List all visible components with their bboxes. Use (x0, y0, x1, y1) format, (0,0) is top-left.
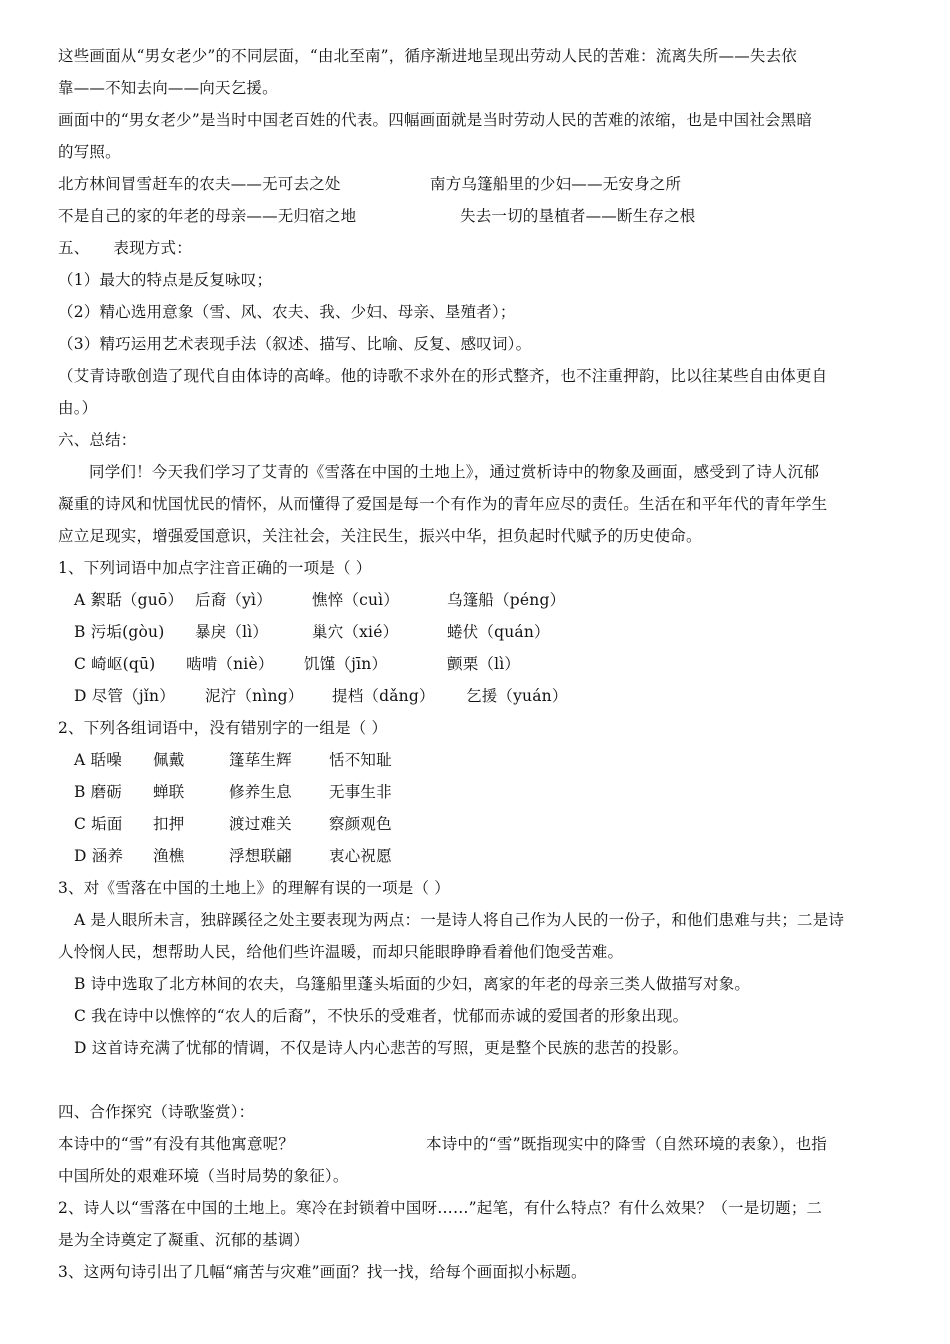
q2-option-a-3: 篷荜生辉 (229, 751, 292, 769)
question-2-stem: 2、下列各组词语中，没有错别字的一组是（ ） (58, 719, 388, 737)
q2-option-c-3: 渡过难关 (229, 815, 292, 833)
section-5-point-3: （3）精巧运用艺术表现手法（叙述、描写、比喻、反复、感叹词）。 (58, 335, 532, 353)
q2-option-c-2: 扣押 (153, 815, 185, 833)
q2-option-b-1: B 磨砺 (74, 783, 123, 801)
section-4-answer-1-line-1: 本诗中的“雪”既指现实中的降雪（自然环境的表象），也指 (426, 1135, 827, 1153)
q2-option-b-3: 修养生息 (229, 783, 292, 801)
question-3-stem: 3、对《雪落在中国的土地上》的理解有误的一项是（ ） (58, 879, 450, 897)
q1-option-d-1: D 尽管（jǐn） (74, 687, 175, 705)
question-1-stem: 1、下列词语中加点字注音正确的一项是（ ） (58, 559, 372, 577)
summary-line-1: 同学们！今天我们学习了艾青的《雪落在中国的土地上》，通过赏析诗中的物象及画面，感受到了诗人沉郁 (89, 463, 820, 481)
q2-option-a-2: 佩戴 (153, 751, 185, 769)
section-5-number: 五、 (58, 239, 90, 257)
section-6-heading: 六、总结： (58, 431, 137, 449)
q1-option-c-1: C 崎岖(qū) (74, 655, 156, 673)
section-4-question-2-line-1: 2、诗人以“雪落在中国的土地上。寒冷在封锁着中国呀……”起笔，有什么特点？有什么效果？（一是切题；二 (58, 1199, 823, 1217)
image-title-woman: 南方乌篷船里的少妇——无安身之所 (430, 175, 682, 193)
section-5-note-1: （艾青诗歌创造了现代自由体诗的高峰。他的诗歌不求外在的形式整齐，也不注重押韵，比以往某些自由体更自 (58, 367, 828, 385)
section-5-point-1: （1）最大的特点是反复咏叹； (58, 271, 273, 289)
summary-line-2: 凝重的诗风和忧国忧民的情怀，从而懂得了爱国是每一个有作为的青年应尽的责任。生活在和平年代的青年学生 (58, 495, 828, 513)
section-4-question-3: 3、这两句诗引出了几幅“痛苦与灾难”画面？找一找，给每个画面拟小标题。 (58, 1263, 587, 1281)
q2-option-d-4: 衷心祝愿 (329, 847, 392, 865)
q1-option-a-2: 后裔（yì） (195, 591, 272, 609)
q3-option-d: D 这首诗充满了忧郁的情调，不仅是诗人内心悲苦的写照，更是整个民族的悲苦的投影。 (74, 1039, 689, 1057)
q1-option-d-3: 提档（dǎng） (332, 687, 435, 705)
section-4-question-1: 本诗中的“雪”有没有其他寓意呢？ (58, 1135, 295, 1153)
q1-option-d-2: 泥泞（nìng） (205, 687, 304, 705)
image-title-farmer: 北方林间冒雪赶车的农夫——无可去之处 (58, 175, 341, 193)
q1-option-b-2: 暴戾（lì） (195, 623, 269, 641)
section-4-question-2-line-2: 是为全诗奠定了凝重、沉郁的基调） (58, 1231, 310, 1249)
image-title-mother: 不是自己的家的年老的母亲——无归宿之地 (58, 207, 357, 225)
summary-line-3: 应立足现实，增强爱国意识，关注社会，关注民生，振兴中华，担负起时代赋予的历史使命。 (58, 527, 702, 545)
q2-option-c-1: C 垢面 (74, 815, 123, 833)
intro-line-2: 靠——不知去向——向天乞援。 (58, 79, 278, 97)
q3-option-a-line-1: A 是人眼所未言，独辟蹊径之处主要表现为两点：一是诗人将自己作为人民的一份子，和他们患难与共；二是诗 (74, 911, 845, 929)
section-5-note-2: 由。） (58, 399, 98, 417)
q1-option-b-1: B 污垢(gòu) (74, 623, 165, 641)
q2-option-d-3: 浮想联翩 (229, 847, 292, 865)
q2-option-d-2: 渔樵 (153, 847, 185, 865)
image-title-settler: 失去一切的垦植者——断生存之根 (460, 207, 696, 225)
q2-option-d-1: D 涵养 (74, 847, 124, 865)
q1-option-c-2: 啮啃（niè） (186, 655, 274, 673)
q2-option-b-4: 无事生非 (329, 783, 392, 801)
q1-option-b-4: 蜷伏（quán） (447, 623, 550, 641)
q2-option-b-2: 蝉联 (153, 783, 185, 801)
q1-option-a-3: 憔悴（cuì） (312, 591, 400, 609)
q3-option-b: B 诗中选取了北方林间的农夫，乌篷船里蓬头垢面的少妇，离家的年老的母亲三类人做描写对象。 (74, 975, 751, 993)
section-5-title: 表现方式： (113, 239, 192, 257)
intro-line-1: 这些画面从“男女老少”的不同层面，“由北至南”，循序渐进地呈现出劳动人民的苦难：流离失所——失去依 (58, 47, 797, 65)
intro-line-4: 的写照。 (58, 143, 121, 161)
section-4-heading: 四、合作探究（诗歌鉴赏）： (58, 1103, 255, 1121)
q2-option-a-1: A 聒噪 (74, 751, 122, 769)
section-5-heading (58, 238, 192, 258)
q3-option-a-line-2: 人怜悯人民，想帮助人民，给他们些许温暖，而却只能眼睁睁看着他们饱受苦难。 (58, 943, 624, 961)
section-5-point-2: （2）精心选用意象（雪、风、农夫、我、少妇、母亲、垦殖者）； (58, 303, 516, 321)
q1-option-c-4: 颤栗（lì） (447, 655, 521, 673)
q1-option-a-4: 乌篷船（péng） (447, 591, 566, 609)
q1-option-c-3: 饥馑（jīn） (304, 655, 388, 673)
q2-option-a-4: 恬不知耻 (329, 751, 392, 769)
q1-option-a-1: A 絮聒（guō） (74, 591, 184, 609)
section-4-answer-1-line-2: 中国所处的艰难环境（当时局势的象征）。 (58, 1167, 349, 1185)
intro-line-3: 画面中的“男女老少”是当时中国老百姓的代表。四幅画面就是当时劳动人民的苦难的浓缩，也是中国社会黑暗 (58, 111, 813, 129)
q2-option-c-4: 察颜观色 (329, 815, 392, 833)
q3-option-c: C 我在诗中以憔悴的“农人的后裔”，不快乐的受难者，忧郁而赤诚的爱国者的形象出现。 (74, 1007, 689, 1025)
q1-option-b-3: 巢穴（xié） (312, 623, 399, 641)
q1-option-d-4: 乞援（yuán） (466, 687, 568, 705)
